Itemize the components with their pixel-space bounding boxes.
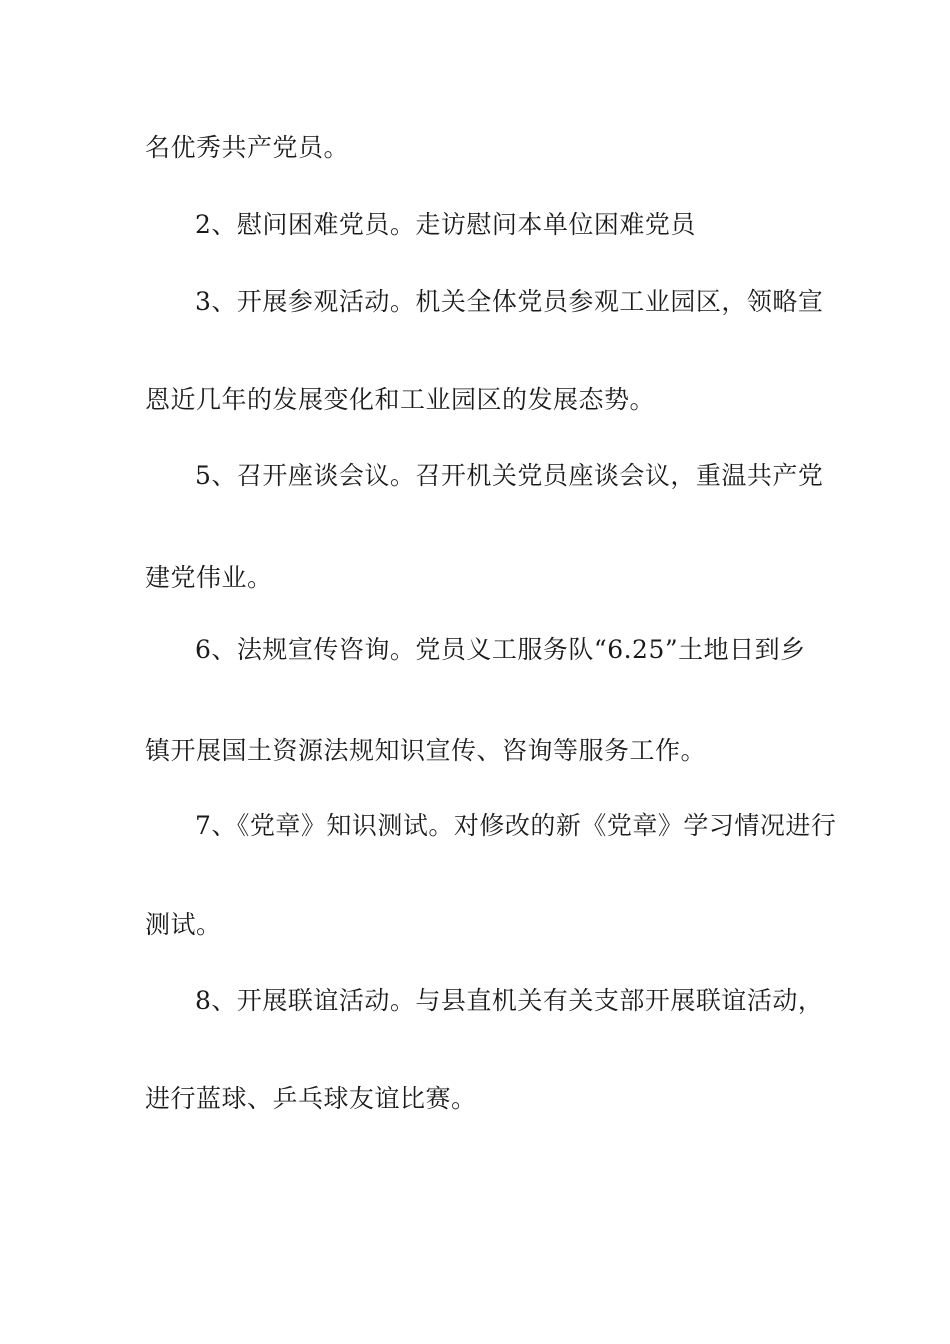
paragraph-line: 7、《党章》知识测试。对修改的新《党章》学习情况进行	[195, 811, 837, 840]
paragraph-line: 2、慰问困难党员。走访慰问本单位困难党员	[195, 210, 696, 239]
paragraph-line: 镇开展国土资源法规知识宣传、咨询等服务工作。	[145, 736, 707, 765]
paragraph-line: 8、开展联谊活动。与县直机关有关支部开展联谊活动，	[195, 986, 824, 1015]
paragraph-line: 进行蓝球、乒乓球友谊比赛。	[145, 1084, 477, 1113]
paragraph-line: 测试。	[145, 910, 222, 939]
paragraph-line: 恩近几年的发展变化和工业园区的发展态势。	[145, 385, 656, 414]
paragraph-line: 建党伟业。	[145, 563, 273, 592]
paragraph-line: 名优秀共产党员。	[145, 133, 350, 162]
paragraph-line: 6、法规宣传咨询。党员义工服务队“6.25”土地日到乡	[195, 635, 806, 664]
paragraph-line: 5、召开座谈会议。召开机关党员座谈会议，重温共产党	[195, 461, 824, 490]
paragraph-line: 3、开展参观活动。机关全体党员参观工业园区，领略宣	[195, 287, 824, 316]
